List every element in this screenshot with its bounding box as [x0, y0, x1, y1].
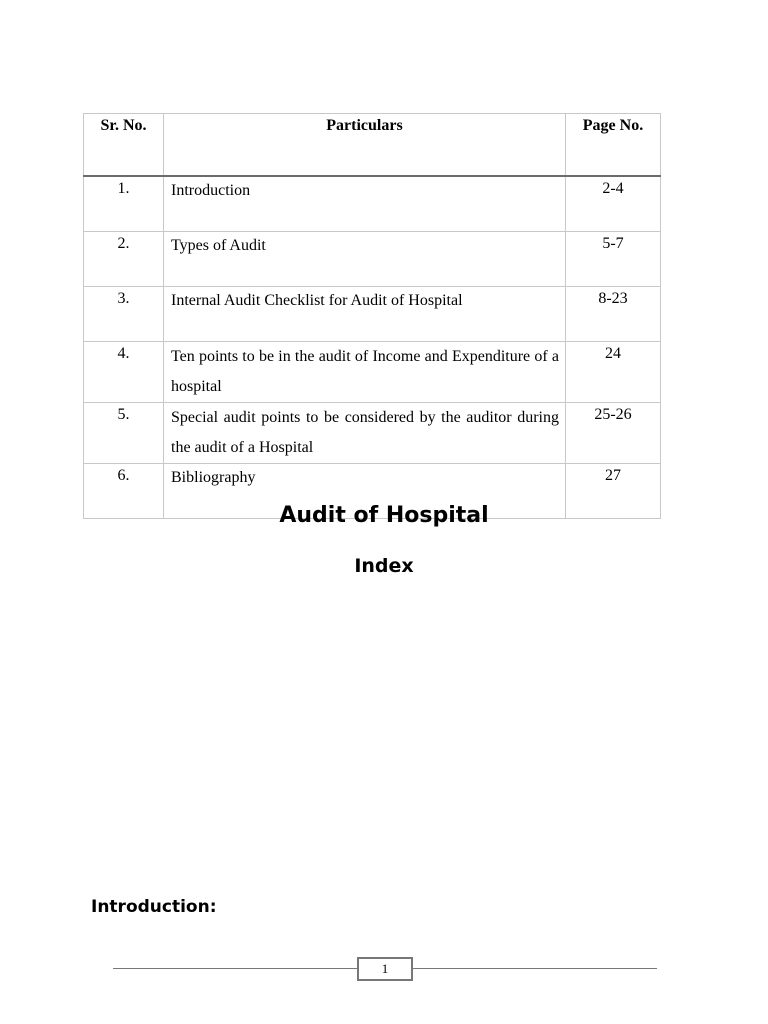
row-sr-no: 6. — [84, 464, 164, 519]
row-page-no: 27 — [566, 464, 661, 519]
row-particulars: Special audit points to be considered by the auditor during the audit of a Hospital — [164, 403, 566, 464]
row-sr-no: 3. — [84, 287, 164, 342]
row-particulars — [164, 176, 566, 232]
row-particulars — [164, 232, 566, 287]
table-row — [84, 176, 661, 232]
page-number: 1 — [357, 957, 413, 981]
row-particulars-text: Internal Audit Checklist for Audit of Hospital — [171, 292, 463, 309]
row-page-no: 25-26 — [566, 403, 661, 464]
row-particulars — [164, 287, 566, 342]
row-sr-no: 4. — [84, 342, 164, 403]
row-sr-no: 1. — [84, 176, 164, 232]
table-header-row — [84, 114, 661, 177]
table-row — [84, 342, 661, 403]
row-sr-no: 5. — [84, 403, 164, 464]
row-particulars-text: Types of Audit — [171, 237, 266, 254]
table-row — [84, 287, 661, 342]
row-page-no: 2-4 — [566, 176, 661, 232]
header-particulars: Particulars — [164, 114, 566, 177]
row-particulars-text: Bibliography — [171, 469, 256, 486]
document-title: Audit of Hospital — [279, 503, 489, 528]
table-row — [84, 403, 661, 464]
header-sr-no: Sr. No. — [84, 114, 164, 177]
header-page-no: Page No. — [566, 114, 661, 177]
index-heading: Index — [354, 555, 414, 577]
table-row — [84, 232, 661, 287]
row-particulars-text: Introduction — [171, 182, 251, 199]
row-sr-no: 2. — [84, 232, 164, 287]
row-particulars: Ten points to be in the audit of Income and Expenditure of a hospital — [164, 342, 566, 403]
row-page-no: 5-7 — [566, 232, 661, 287]
row-page-no: 24 — [566, 342, 661, 403]
index-table — [83, 113, 661, 519]
introduction-heading: Introduction: — [91, 897, 217, 917]
row-page-no: 8-23 — [566, 287, 661, 342]
